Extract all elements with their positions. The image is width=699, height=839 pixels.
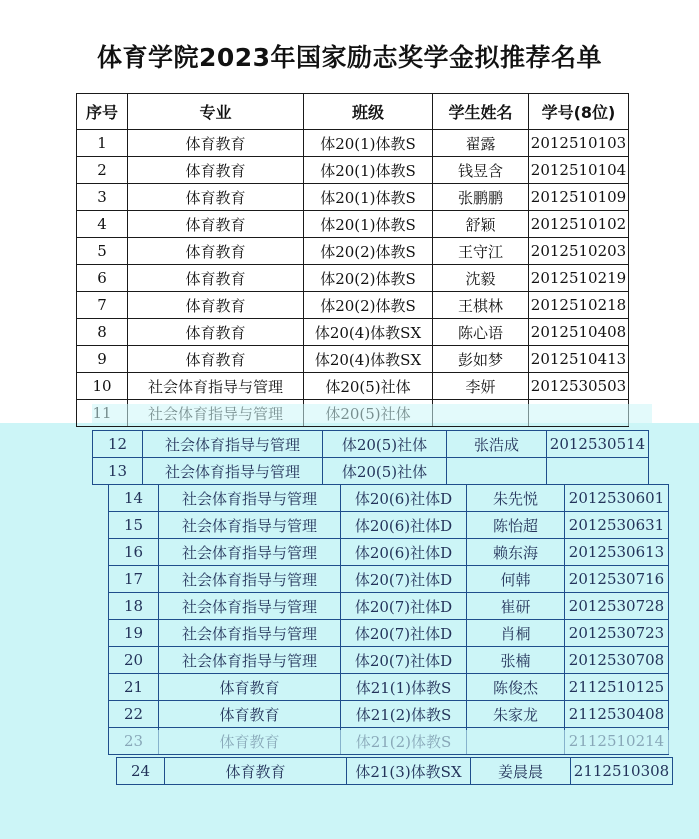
- cell-student-id: 2012530716: [565, 566, 669, 593]
- cell-student-id: 2012510203: [529, 238, 629, 265]
- header-major: 专业: [128, 94, 304, 130]
- cell-student-name: 陈怡超: [467, 512, 565, 539]
- table-row: [117, 758, 673, 785]
- cell-student-name: 翟露: [433, 130, 529, 157]
- table-row: [109, 566, 669, 593]
- table-row: [109, 701, 669, 728]
- cell-student-id: [547, 458, 649, 485]
- overlap-strip-lower: [115, 730, 670, 754]
- cell-class: 体21(1)体教S: [341, 674, 467, 701]
- cell-major: 体育教育: [128, 265, 304, 292]
- cell-class: 体20(7)社体D: [341, 647, 467, 674]
- cell-student-name: 舒颖: [433, 211, 529, 238]
- cell-index: 1: [77, 130, 128, 157]
- cell-student-name: 陈俊杰: [467, 674, 565, 701]
- cell-class: 体20(5)社体: [323, 458, 447, 485]
- cell-index: 24: [117, 758, 165, 785]
- table-row: [77, 265, 629, 292]
- cell-class: 体20(7)社体D: [341, 566, 467, 593]
- cell-major: 社会体育指导与管理: [159, 512, 341, 539]
- header-index: 序号: [77, 94, 128, 130]
- table-row: [77, 319, 629, 346]
- table-row: [77, 184, 629, 211]
- cell-student-id: 2012510219: [529, 265, 629, 292]
- cell-class: 体20(5)社体: [323, 431, 447, 458]
- cell-index: 2: [77, 157, 128, 184]
- recommendation-table-top: [76, 93, 629, 427]
- cell-student-id: 2012510109: [529, 184, 629, 211]
- table-row: [77, 211, 629, 238]
- cell-class: 体20(1)体教S: [304, 157, 433, 184]
- cell-major: 社会体育指导与管理: [159, 593, 341, 620]
- cell-index: 21: [109, 674, 159, 701]
- cell-student-id: 2012510413: [529, 346, 629, 373]
- cell-student-id: 2012510102: [529, 211, 629, 238]
- cell-major: 体育教育: [128, 292, 304, 319]
- cell-index: 8: [77, 319, 128, 346]
- table-row: [77, 346, 629, 373]
- cell-class: 体21(3)体教SX: [347, 758, 471, 785]
- cell-index: 9: [77, 346, 128, 373]
- recommendation-table-mid: [92, 430, 649, 485]
- cell-major: 社会体育指导与管理: [159, 620, 341, 647]
- table-row: [109, 620, 669, 647]
- table-header-row: [77, 94, 629, 130]
- cell-index: 18: [109, 593, 159, 620]
- cell-student-name: 李妍: [433, 373, 529, 400]
- cell-student-id: 2012530631: [565, 512, 669, 539]
- cell-student-id: 2012510408: [529, 319, 629, 346]
- cell-major: 体育教育: [128, 238, 304, 265]
- cell-student-name: 赖东海: [467, 539, 565, 566]
- cell-index: 19: [109, 620, 159, 647]
- header-student-id: 学号(8位): [529, 94, 629, 130]
- cell-class: 体20(4)体教SX: [304, 346, 433, 373]
- cell-major: 体育教育: [128, 319, 304, 346]
- cell-student-name: 张浩成: [447, 431, 547, 458]
- cell-major: 体育教育: [128, 211, 304, 238]
- cell-index: 12: [93, 431, 143, 458]
- cell-class: 体20(1)体教S: [304, 184, 433, 211]
- header-class: 班级: [304, 94, 433, 130]
- document-title: 体育学院2023年国家励志奖学金拟推荐名单: [96, 43, 603, 72]
- table-row: [109, 674, 669, 701]
- cell-major: 体育教育: [128, 346, 304, 373]
- cell-index: 5: [77, 238, 128, 265]
- cell-class: 体20(1)体教S: [304, 211, 433, 238]
- table-row: [109, 539, 669, 566]
- cell-index: 10: [77, 373, 128, 400]
- cell-student-id: 2012510218: [529, 292, 629, 319]
- cell-index: 15: [109, 512, 159, 539]
- cell-student-name: 崔研: [467, 593, 565, 620]
- cell-student-id: 2112510308: [571, 758, 673, 785]
- cell-major: 社会体育指导与管理: [159, 485, 341, 512]
- cell-index: 3: [77, 184, 128, 211]
- cell-student-name: 肖桐: [467, 620, 565, 647]
- cell-student-id: 2012530601: [565, 485, 669, 512]
- cell-major: 体育教育: [128, 157, 304, 184]
- cell-student-name: 钱昱含: [433, 157, 529, 184]
- cell-major: 社会体育指导与管理: [159, 647, 341, 674]
- cell-class: 体20(7)社体D: [341, 620, 467, 647]
- recommendation-table-bottom: [116, 757, 673, 785]
- cell-index: 16: [109, 539, 159, 566]
- cell-student-id: 2012530708: [565, 647, 669, 674]
- cell-index: 22: [109, 701, 159, 728]
- table-row: [77, 373, 629, 400]
- cell-index: 4: [77, 211, 128, 238]
- cell-student-id: 2012530514: [547, 431, 649, 458]
- cell-student-id: 2012510103: [529, 130, 629, 157]
- cell-student-id: 2012530723: [565, 620, 669, 647]
- cell-major: 体育教育: [159, 701, 341, 728]
- cell-class: 体20(6)社体D: [341, 539, 467, 566]
- header-student-name: 学生姓名: [433, 94, 529, 130]
- cell-index: 20: [109, 647, 159, 674]
- cell-class: 体20(5)社体: [304, 373, 433, 400]
- cell-student-name: 朱家龙: [467, 701, 565, 728]
- cell-index: 17: [109, 566, 159, 593]
- cell-class: 体21(2)体教S: [341, 701, 467, 728]
- cell-student-name: [447, 458, 547, 485]
- cell-class: 体20(7)社体D: [341, 593, 467, 620]
- cell-major: 体育教育: [128, 130, 304, 157]
- cell-index: 7: [77, 292, 128, 319]
- cell-student-id: 2012530613: [565, 539, 669, 566]
- cell-student-id: 2012530728: [565, 593, 669, 620]
- cell-student-id: 2112510125: [565, 674, 669, 701]
- cell-major: 社会体育指导与管理: [128, 373, 304, 400]
- cell-major: 社会体育指导与管理: [159, 566, 341, 593]
- table-row: [109, 593, 669, 620]
- table-row: [93, 431, 649, 458]
- table-row: [77, 157, 629, 184]
- cell-index: 6: [77, 265, 128, 292]
- cell-student-name: 姜晨晨: [471, 758, 571, 785]
- cell-student-name: 彭如梦: [433, 346, 529, 373]
- cell-student-name: 沈毅: [433, 265, 529, 292]
- cell-major: 体育教育: [128, 184, 304, 211]
- cell-major: 社会体育指导与管理: [143, 431, 323, 458]
- cell-student-name: 王棋林: [433, 292, 529, 319]
- cell-class: 体20(6)社体D: [341, 485, 467, 512]
- cell-index: 13: [93, 458, 143, 485]
- cell-class: 体20(1)体教S: [304, 130, 433, 157]
- cell-class: 体20(6)社体D: [341, 512, 467, 539]
- cell-class: 体20(2)体教S: [304, 265, 433, 292]
- table-row: [109, 485, 669, 512]
- cell-student-name: 张楠: [467, 647, 565, 674]
- cell-major: 社会体育指导与管理: [159, 539, 341, 566]
- table-row: [77, 292, 629, 319]
- table-row: [93, 458, 649, 485]
- cell-student-name: 王守江: [433, 238, 529, 265]
- cell-student-name: 何韩: [467, 566, 565, 593]
- cell-student-name: 陈心语: [433, 319, 529, 346]
- cell-class: 体20(4)体教SX: [304, 319, 433, 346]
- cell-student-id: 2012530503: [529, 373, 629, 400]
- cell-student-name: 张鹏鹏: [433, 184, 529, 211]
- table-row: [109, 647, 669, 674]
- cell-major: 社会体育指导与管理: [143, 458, 323, 485]
- table-row: [109, 512, 669, 539]
- cell-student-id: 2012510104: [529, 157, 629, 184]
- cell-index: 14: [109, 485, 159, 512]
- recommendation-table-main: [108, 484, 669, 755]
- cell-major: 体育教育: [159, 674, 341, 701]
- overlap-strip: [92, 404, 652, 426]
- cell-major: 体育教育: [165, 758, 347, 785]
- cell-class: 体20(2)体教S: [304, 292, 433, 319]
- cell-class: 体20(2)体教S: [304, 238, 433, 265]
- table-row: [77, 238, 629, 265]
- cell-student-id: 2112530408: [565, 701, 669, 728]
- cell-student-name: 朱先悦: [467, 485, 565, 512]
- table-row: [77, 130, 629, 157]
